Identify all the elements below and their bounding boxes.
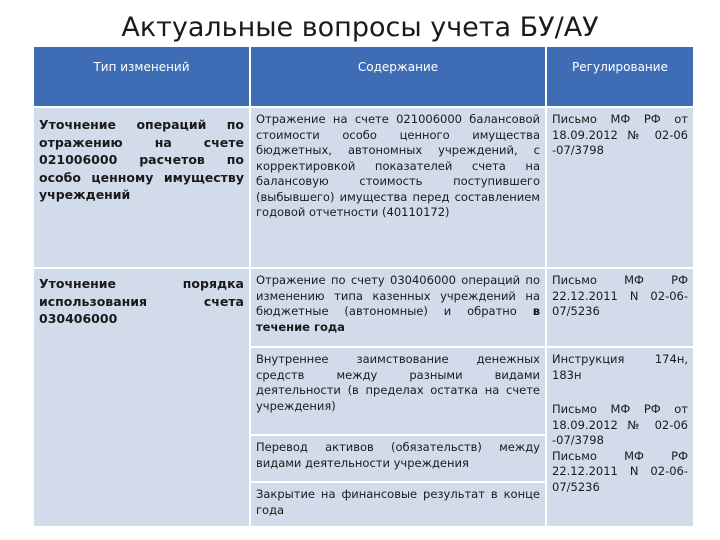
row2-content-d-cell [251, 483, 545, 526]
row2-regulation-b-cell [547, 348, 693, 526]
row2-content-a-cell [251, 269, 545, 346]
row2-content-b-text: Внутреннее заимствование денежных средств между разными видами деятельности (в пределах остатка на счете учреждения) [256, 352, 540, 413]
row2-type-text: Уточнение порядка использования счета 030406000 [39, 276, 244, 326]
row1-content-text: Отражение на счете 021006000 балансовой стоимости особо ценного имущества бюджетных, автономных учреждений, с корректировкой показателей счета на балансовую стоимость поступившего (выбывшего) имущества перед составлением годовой отчетности (40110172) [256, 112, 540, 219]
header-type: Тип изменений [34, 47, 249, 106]
row2-content-a-bold: в течение года [256, 304, 540, 334]
row2-content-c-cell [251, 436, 545, 481]
row2-content-c-text: Перевод активов (обязательств) между видами деятельности учреждения [256, 440, 540, 470]
row1-regulation-text: Письмо МФ РФ от 18.09.2012 № 02-06 -07/3798 [552, 112, 688, 157]
row2-regulation-b3-text: Письмо МФ РФ 22.12.2011 N 02-06-07/5236 [552, 448, 688, 494]
row1-content-cell [251, 108, 545, 267]
row2-content-d-text: Закрытие на финансовые результат в конце года [256, 487, 540, 517]
row1-type-text: Уточнение операций по отражению на счете 021006000 расчетов по особо ценному имуществу учреждений [39, 117, 244, 202]
row2-regulation-b2-text: Письмо МФ РФ от 18.09.2012 № 02-06 -07/3798 [552, 402, 688, 447]
slide-title: Актуальные вопросы учета БУ/АУ [121, 12, 599, 43]
row2-content-b-cell [251, 348, 545, 434]
row2-regulation-a-cell [547, 269, 693, 346]
row1-type-cell [34, 108, 249, 267]
row2-type-cell [34, 269, 249, 526]
row2-regulation-b1-text: Инструкция 174н, 183н [552, 352, 688, 382]
row2-regulation-a-text: Письмо МФ РФ 22.12.2011 N 02-06-07/5236 [552, 273, 688, 318]
header-regulation: Регулирование [547, 47, 693, 106]
row2-content-a-text: Отражение по счету 030406000 операций по изменению типа казенных учреждений на бюджетные (автономные) и обратно [256, 273, 540, 318]
header-content: Содержание [251, 47, 545, 106]
row1-regulation-cell [547, 108, 693, 267]
